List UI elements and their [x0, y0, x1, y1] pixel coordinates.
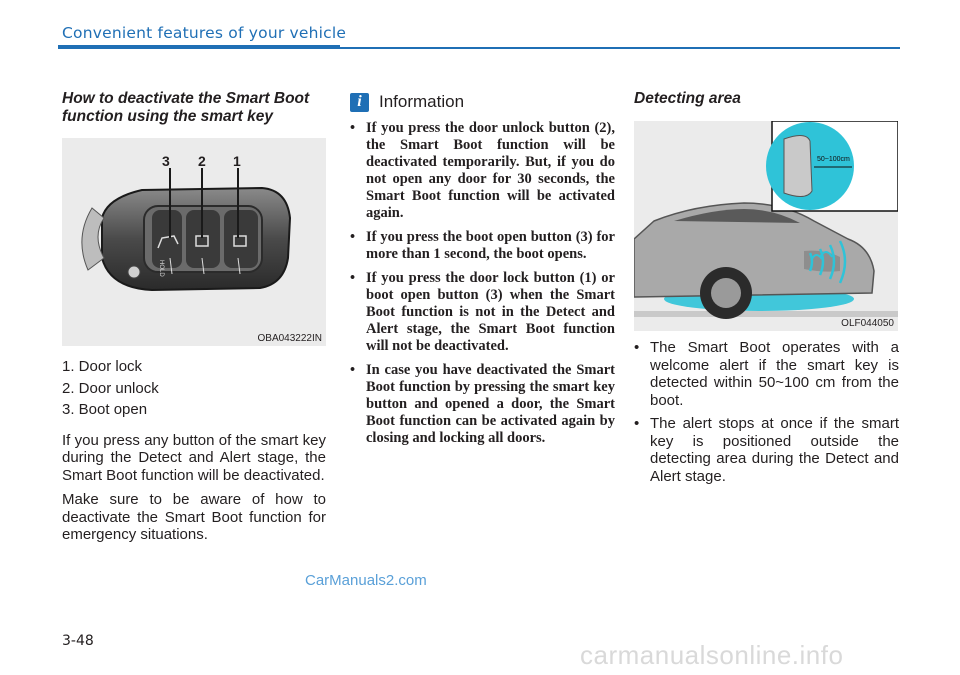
inset-distance-label: 50~100cm: [817, 156, 850, 163]
info-icon: i: [350, 93, 369, 112]
detecting-list: [634, 339, 899, 485]
information-list: [350, 120, 615, 447]
right-column: [634, 90, 899, 491]
list-item: • If you press the boot open button (3) for more than 1 second, the boot opens.: [350, 229, 615, 263]
list-item: 3. Boot open: [62, 401, 148, 418]
header-rule-thick: [58, 45, 340, 49]
smart-key-illustration: [62, 138, 326, 346]
paragraph: Make sure to be aware of how to deactivate the Smart Boot function for emergency situations.: [62, 491, 326, 543]
callout-2: 2: [198, 153, 206, 169]
list-item: • In case you have deactivated the Smart Boot function by pressing the smart key button and opened a door, the Smart Boot function can be activated again by closing and locking all doors.: [350, 362, 615, 447]
header-rule-thin: [340, 47, 900, 49]
smart-key-figure: [62, 138, 326, 346]
key-hold-label: HOLD: [158, 260, 164, 277]
callout-3: 3: [162, 153, 170, 169]
list-item: 2. Door unlock: [62, 379, 159, 397]
list-item: • If you press the door unlock button (2), the Smart Boot function will be deactivated temporarily. But, if you do not open any door for 30 seconds, the Smart Boot function will be activated again.: [350, 120, 615, 222]
key-ring-hole: [128, 266, 140, 278]
button-list: [62, 356, 326, 421]
car-detect-illustration: [634, 121, 898, 331]
detecting-area-heading: Detecting area: [634, 90, 741, 107]
list-item: 1. Door lock: [62, 358, 143, 375]
list-item: • The alert stops at once if the smart key is positioned outside the detecting area during the Detect and Alert stage.: [634, 415, 899, 485]
figure-code-car: OLF044050: [841, 318, 894, 329]
deactivate-heading: How to deactivate the Smart Boot function using the smart key: [62, 90, 310, 125]
page-number: 3-48: [62, 633, 94, 649]
list-item: • If you press the door lock button (1) or boot open button (3) when the Smart Boot function is not in the Detect and Alert stage, the Smart Boot function will not be deactivated.: [350, 270, 615, 355]
footer-watermark: carmanualsonline.info: [580, 640, 844, 670]
callout-1: 1: [233, 153, 241, 169]
information-title: Information: [379, 92, 465, 111]
middle-column: [350, 92, 615, 454]
paragraph: If you press any button of the smart key during the Detect and Alert stage, the Smart Boot function will be deactivated.: [62, 431, 326, 484]
detecting-area-figure: [634, 121, 898, 331]
information-header: [350, 92, 615, 112]
left-column: [62, 90, 326, 544]
list-item: • The Smart Boot operates with a welcome alert if the smart key is detected within 50~100 cm from the boot.: [634, 339, 899, 409]
watermark: CarManuals2.com: [305, 572, 427, 589]
figure-code-key: OBA043222IN: [257, 333, 322, 344]
header-title: Convenient features of your vehicle: [62, 24, 347, 42]
